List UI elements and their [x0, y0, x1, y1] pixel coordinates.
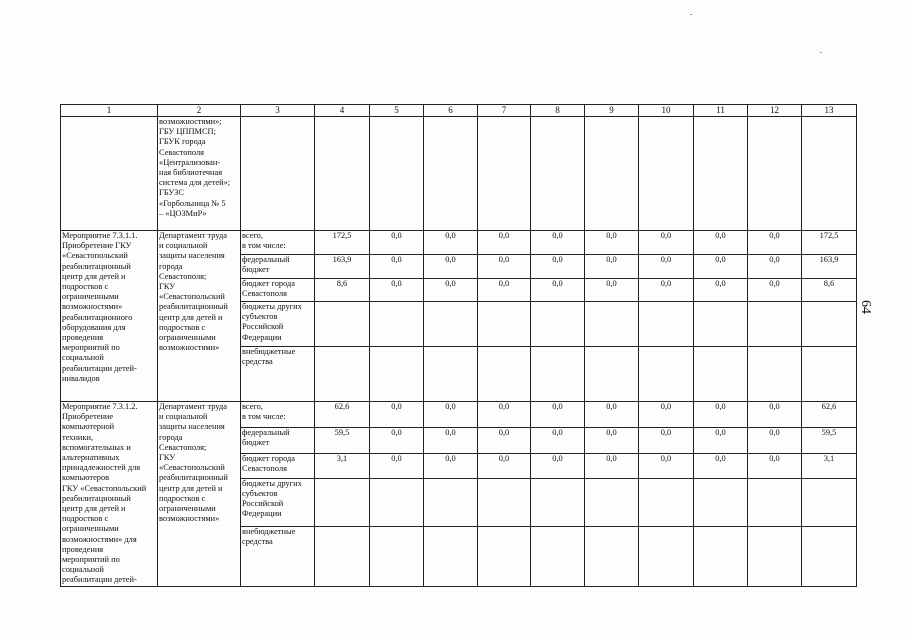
funding-source-cell: федеральный бюджет [241, 427, 315, 453]
value-cell: 0,0 [478, 402, 531, 428]
column-header: 12 [748, 105, 802, 117]
scan-speck [690, 14, 692, 15]
value-cell: 0,0 [370, 231, 424, 255]
value-cell [748, 302, 802, 347]
measure-row [61, 402, 857, 428]
value-cell [694, 117, 748, 231]
value-cell [531, 347, 585, 402]
value-cell [424, 347, 478, 402]
value-cell [370, 478, 424, 527]
column-header: 2 [158, 105, 241, 117]
value-cell [748, 478, 802, 527]
value-cell [585, 527, 639, 586]
value-cell [315, 347, 370, 402]
value-cell [585, 478, 639, 527]
value-cell: 0,0 [694, 231, 748, 255]
executor-cell: Департамент труда и социальной защиты населения города Севастополя; ГКУ «Севастопольский реабилитационный центр для детей и подростков с ограниченными возможностями» [158, 231, 241, 402]
value-cell: 0,0 [478, 453, 531, 478]
value-cell [531, 302, 585, 347]
value-cell: 0,0 [748, 427, 802, 453]
value-cell: 0,0 [370, 279, 424, 302]
column-header: 11 [694, 105, 748, 117]
value-cell: 0,0 [748, 402, 802, 428]
value-cell [424, 527, 478, 586]
column-header: 6 [424, 105, 478, 117]
value-cell [802, 527, 857, 586]
value-cell [531, 478, 585, 527]
funding-source-cell: бюджеты других субъектов Российской Федерации [241, 478, 315, 527]
value-cell [315, 478, 370, 527]
value-cell [370, 117, 424, 231]
value-cell [370, 527, 424, 586]
value-cell: 8,6 [315, 279, 370, 302]
value-cell: 0,0 [478, 427, 531, 453]
value-cell: 0,0 [424, 427, 478, 453]
value-cell [478, 527, 531, 586]
value-cell [424, 478, 478, 527]
value-cell: 0,0 [748, 231, 802, 255]
value-cell: 172,5 [315, 231, 370, 255]
value-cell: 0,0 [585, 427, 639, 453]
scan-speck [820, 52, 822, 53]
value-cell: 0,0 [424, 231, 478, 255]
value-cell [585, 117, 639, 231]
measure-name-cell: Мероприятие 7.3.1.2. Приобретение компьютерной техники, вспомогательных и альтернативных принадлежностей для компьютеров ГКУ «Севастопольский реабилитационный центр для детей и подростков с ограниченными возможностями» для проведения мероприятий по социальной реабилитации детей- [61, 402, 158, 587]
value-cell [639, 527, 694, 586]
column-header: 1 [61, 105, 158, 117]
value-cell [531, 527, 585, 586]
executor-cell: Департамент труда и социальной защиты населения города Севастополя; ГКУ «Севастопольский реабилитационный центр для детей и подростков с ограниченными возможностями» [158, 402, 241, 587]
value-cell [370, 347, 424, 402]
value-cell: 0,0 [370, 402, 424, 428]
value-cell [315, 117, 370, 231]
value-cell: 163,9 [315, 255, 370, 279]
value-cell: 0,0 [694, 279, 748, 302]
value-cell [802, 347, 857, 402]
value-cell [694, 302, 748, 347]
measure-name-cell [61, 117, 158, 231]
value-cell: 0,0 [585, 453, 639, 478]
column-header: 10 [639, 105, 694, 117]
value-cell: 0,0 [639, 279, 694, 302]
value-cell: 62,6 [315, 402, 370, 428]
value-cell: 0,0 [639, 255, 694, 279]
measure-name-cell: Мероприятие 7.3.1.1. Приобретение ГКУ «Севастопольский реабилитационный центр для детей и подростков с ограниченными возможностями» реабилитационного оборудования для проведения мероприятий по социальной реабилитации детей- инвалидов [61, 231, 158, 402]
value-cell: 0,0 [585, 402, 639, 428]
value-cell: 0,0 [639, 427, 694, 453]
value-cell [802, 302, 857, 347]
column-header: 7 [478, 105, 531, 117]
source-cell [241, 117, 315, 231]
value-cell: 0,0 [748, 453, 802, 478]
funding-source-cell: всего, в том числе: [241, 402, 315, 428]
value-cell [315, 302, 370, 347]
value-cell [478, 302, 531, 347]
value-cell: 0,0 [531, 402, 585, 428]
value-cell [802, 478, 857, 527]
value-cell: 0,0 [478, 279, 531, 302]
value-cell [802, 117, 857, 231]
value-cell: 0,0 [531, 255, 585, 279]
page-number: 64 [858, 300, 873, 314]
value-cell: 0,0 [748, 255, 802, 279]
value-cell [478, 347, 531, 402]
value-cell: 0,0 [639, 453, 694, 478]
value-cell: 0,0 [748, 279, 802, 302]
value-cell: 163,9 [802, 255, 857, 279]
value-cell: 0,0 [531, 453, 585, 478]
value-cell [424, 302, 478, 347]
value-cell: 0,0 [531, 279, 585, 302]
value-cell: 0,0 [478, 231, 531, 255]
value-cell: 172,5 [802, 231, 857, 255]
funding-source-cell: бюджет города Севастополя [241, 453, 315, 478]
value-cell: 0,0 [370, 453, 424, 478]
column-header: 4 [315, 105, 370, 117]
value-cell [531, 117, 585, 231]
column-header: 3 [241, 105, 315, 117]
measure-row [61, 231, 857, 255]
value-cell: 8,6 [802, 279, 857, 302]
value-cell [585, 347, 639, 402]
executor-cell: возможностями»; ГБУ ЦППМСП; ГБУК города Севастополя «Централизован- ная библиотечная система для детей»; ГБУЗС «Горбольница № 5 – «ЦОЗМиР» [158, 117, 241, 231]
value-cell [424, 117, 478, 231]
funding-source-cell: бюджет города Севастополя [241, 279, 315, 302]
value-cell: 0,0 [694, 427, 748, 453]
continuation-row [61, 117, 857, 231]
value-cell [748, 117, 802, 231]
value-cell [694, 527, 748, 586]
value-cell: 0,0 [370, 427, 424, 453]
value-cell [585, 302, 639, 347]
value-cell: 0,0 [424, 279, 478, 302]
value-cell [639, 117, 694, 231]
column-header: 13 [802, 105, 857, 117]
value-cell: 0,0 [694, 255, 748, 279]
value-cell: 59,5 [315, 427, 370, 453]
value-cell: 59,5 [802, 427, 857, 453]
budget-table [60, 104, 857, 587]
value-cell: 0,0 [424, 402, 478, 428]
value-cell [748, 527, 802, 586]
funding-source-cell: бюджеты других субъектов Российской Федерации [241, 302, 315, 347]
value-cell [639, 302, 694, 347]
value-cell: 0,0 [424, 453, 478, 478]
value-cell [748, 347, 802, 402]
value-cell: 3,1 [802, 453, 857, 478]
value-cell [315, 527, 370, 586]
value-cell [639, 347, 694, 402]
value-cell: 62,6 [802, 402, 857, 428]
value-cell [478, 478, 531, 527]
value-cell: 0,0 [585, 279, 639, 302]
value-cell [694, 347, 748, 402]
funding-source-cell: всего, в том числе: [241, 231, 315, 255]
value-cell: 0,0 [639, 231, 694, 255]
value-cell: 0,0 [531, 231, 585, 255]
value-cell [694, 478, 748, 527]
column-header: 9 [585, 105, 639, 117]
value-cell [639, 478, 694, 527]
column-header: 5 [370, 105, 424, 117]
value-cell: 3,1 [315, 453, 370, 478]
value-cell: 0,0 [694, 402, 748, 428]
value-cell: 0,0 [370, 255, 424, 279]
funding-source-cell: федеральный бюджет [241, 255, 315, 279]
value-cell: 0,0 [585, 231, 639, 255]
funding-source-cell: внебюджетные средства [241, 347, 315, 402]
funding-source-cell: внебюджетные средства [241, 527, 315, 586]
value-cell: 0,0 [694, 453, 748, 478]
value-cell: 0,0 [585, 255, 639, 279]
column-header: 8 [531, 105, 585, 117]
value-cell [370, 302, 424, 347]
column-number-row [61, 105, 857, 117]
value-cell: 0,0 [531, 427, 585, 453]
value-cell: 0,0 [424, 255, 478, 279]
value-cell: 0,0 [478, 255, 531, 279]
value-cell: 0,0 [639, 402, 694, 428]
value-cell [478, 117, 531, 231]
